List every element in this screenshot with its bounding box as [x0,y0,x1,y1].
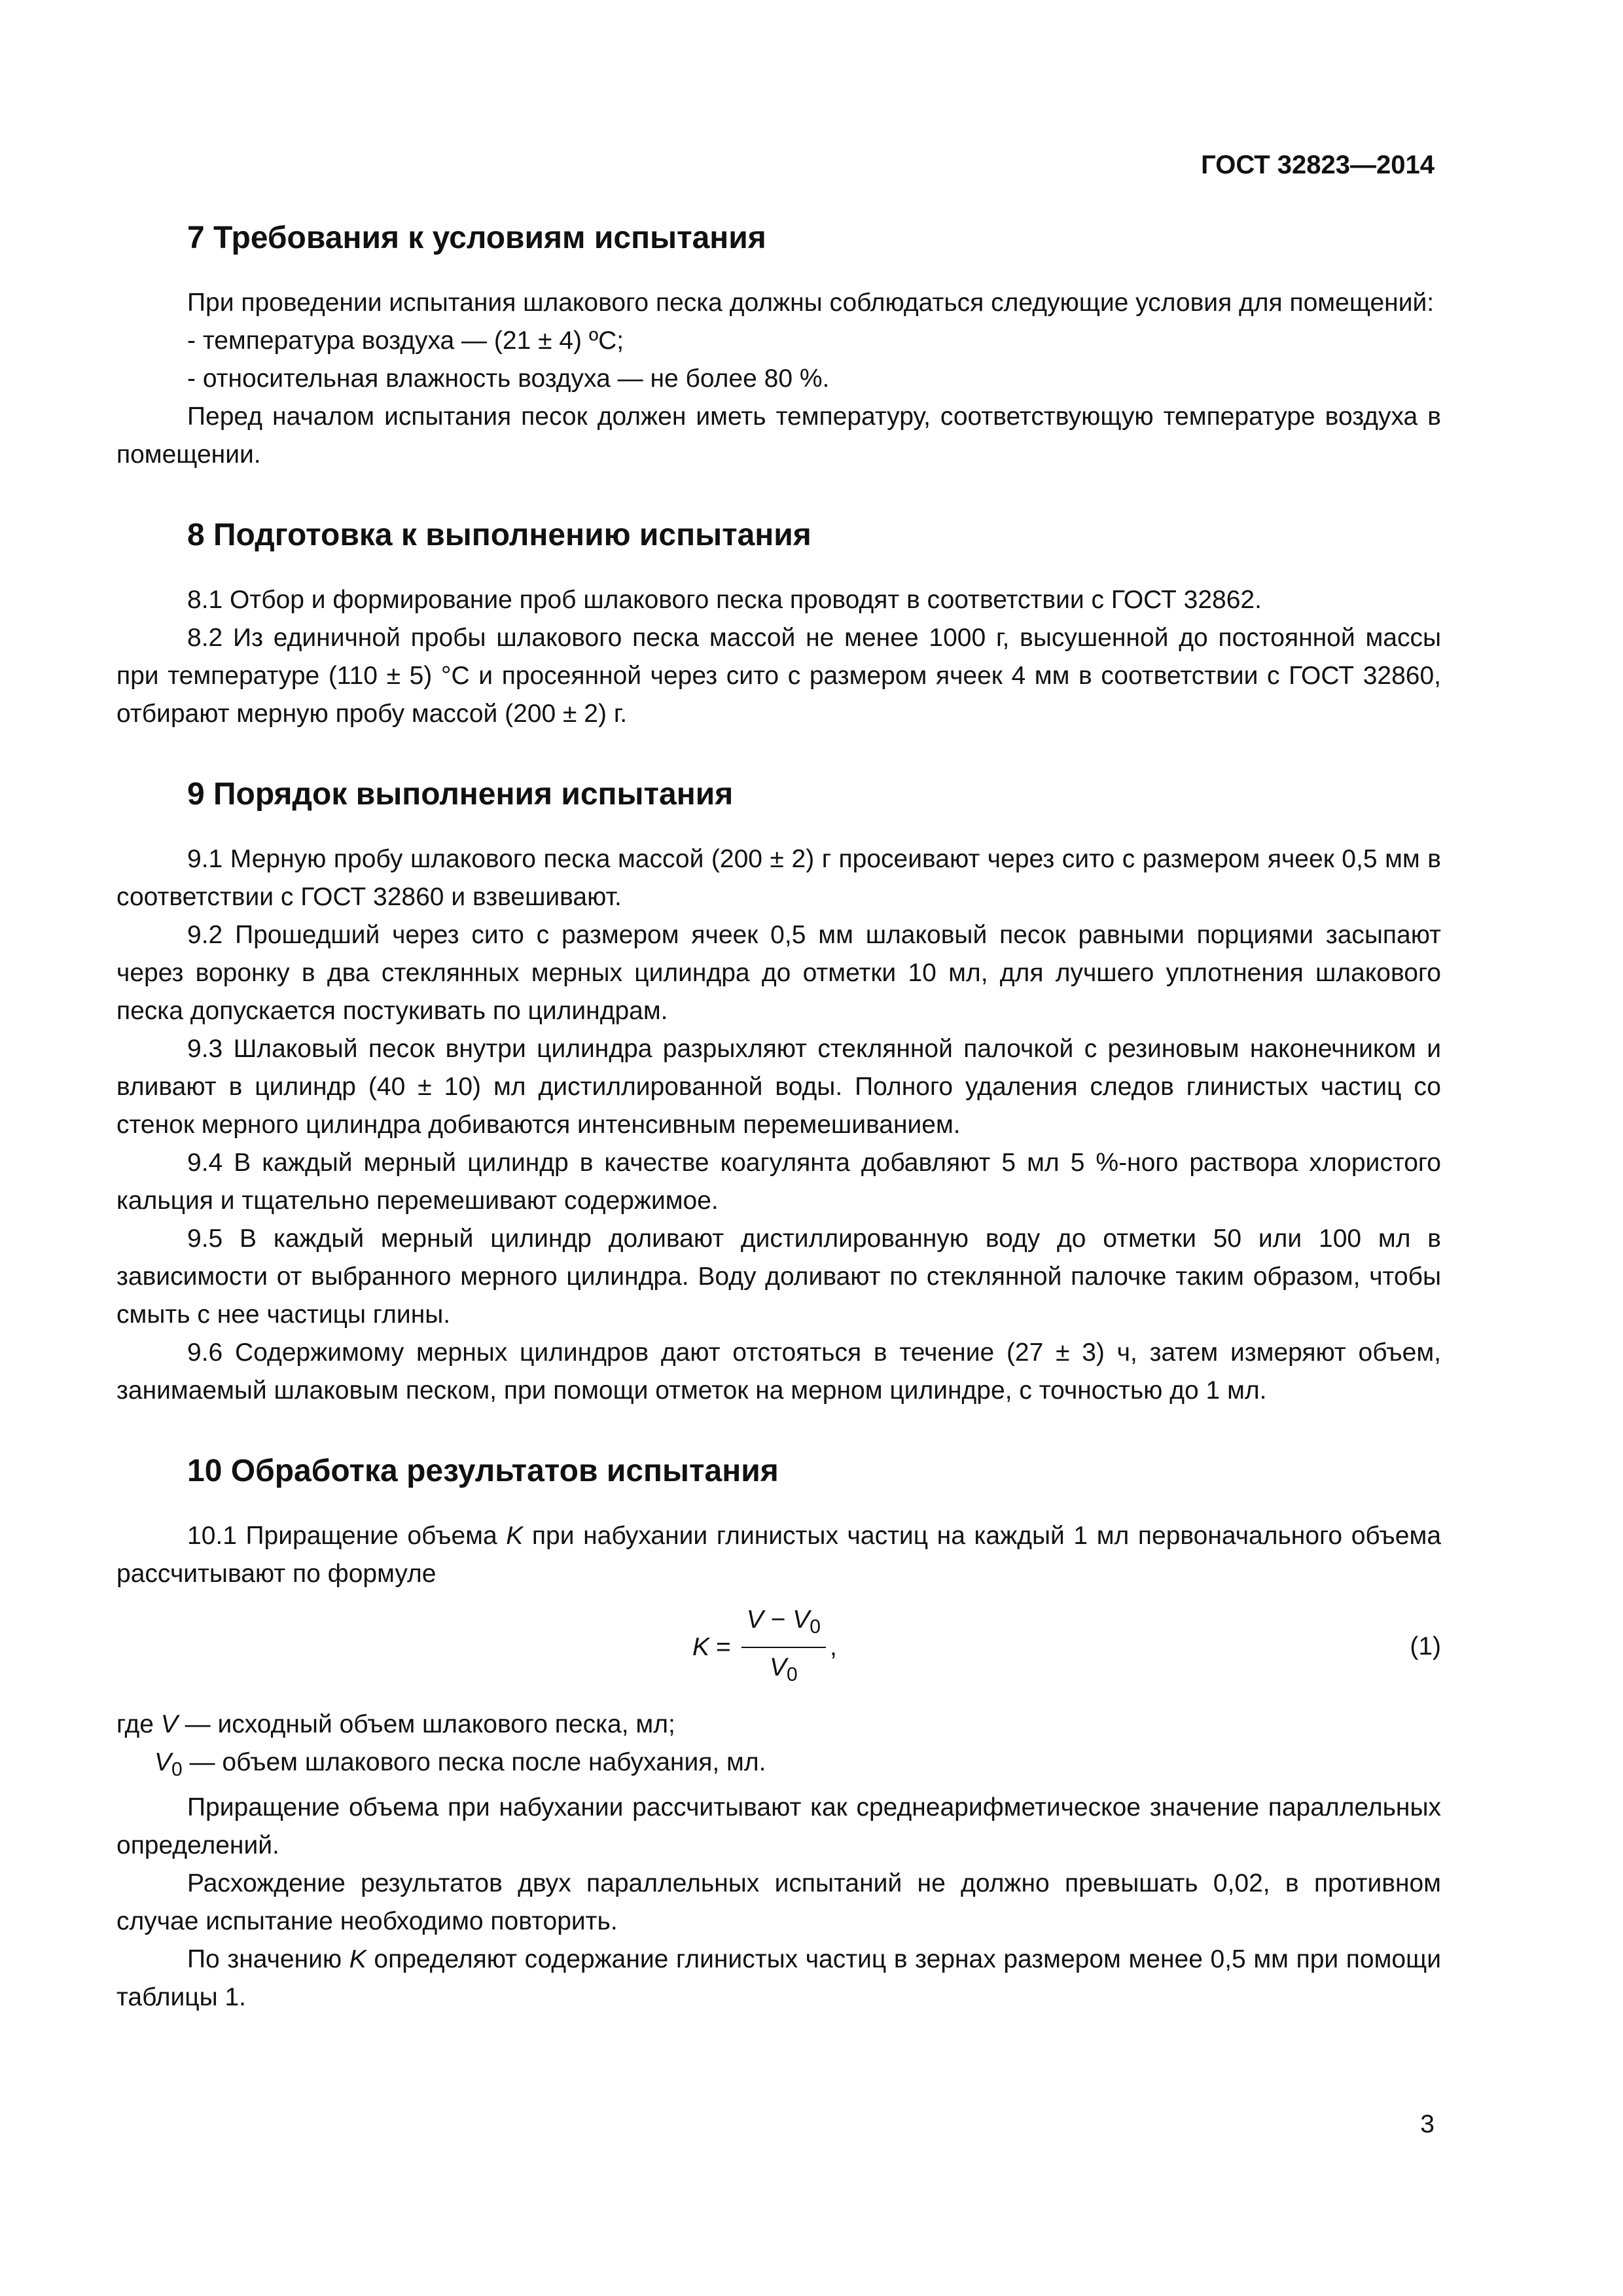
section-10-paragraph-1: 10.1 Приращение объема K при набухании глинистых частиц на каждый 1 мл первоначального объема рассчитывают по формуле [116,1522,1442,1588]
section-10-paragraph-3: Расхождение результатов двух параллельных испытаний не должно превышать 0,02, в противном случае испытание необходимо повторить. [116,1869,1441,1935]
section-9-paragraph-1: 9.1 Мерную пробу шлакового песка массой (200 ± 2) г просеивают через сито с размером ячеек 0,5 мм в соответствии с ГОСТ 32860 и взвешивают. [116,845,1441,911]
section-7-item-humidity: - относительная влажность воздуха — не более 80 %. [187,365,830,393]
section-7-intro: При проведении испытания шлакового песка должны соблюдаться следующие условия для помещений: [187,289,1435,317]
section-9-paragraph-2: 9.2 Прошедший через сито с размером ячеек 0,5 мм шлаковый песок равными порциями засыпают через воронку в два стеклянных мерных цилиндра до отметки 10 мл, для лучшего уплотнения шлакового песка допускается постукивать по цилиндрам. [116,921,1441,1025]
standard-number: ГОСТ 32823—2014 [1201,151,1435,179]
variable-k: K [349,1945,366,1973]
formula-fraction [741,1603,826,1692]
page-number: 3 [1420,2110,1435,2138]
formula-denominator: $V_0$ [770,1653,798,1685]
section-8-heading: 8 Подготовка к выполнению испытания [187,518,812,552]
formula-lhs: K [692,1633,710,1661]
section-7-item-temperature: - температура воздуха — (21 ± 4) ºС; [187,327,624,355]
section-10-paragraph-2: Приращение объема при набухании рассчитывают как среднеарифметическое значение параллельных определений. [116,1793,1441,1859]
section-9-paragraph-6: 9.6 Содержимому мерных цилиндров дают отстояться в течение (27 ± 3) ч, затем измеряют объем, занимаемый шлаковым песком, при помощи отметок на мерном цилиндре, с точностью до 1 мл. [116,1338,1441,1405]
section-9-paragraph-5: 9.5 В каждый мерный цилиндр доливают дистиллированную воду до отметки 50 или 100 мл в зависимости от выбранного мерного цилиндра. Воду доливают по стеклянной палочке таким образом, чтобы смыть с нее частицы глины. [116,1225,1441,1329]
section-9-paragraph-3: 9.3 Шлаковый песок внутри цилиндра разрыхляют стеклянной палочкой с резиновым наконечником и вливают в цилиндр (40 ± 10) мл дистиллированной воды. Полного удаления следов глинистых частиц со стенок мерного цилиндра добиваются интенсивным перемешиванием. [116,1035,1441,1139]
section-10-paragraph-4: По значению K определяют содержание глинистых частиц в зернах размером менее 0,5 мм при помощи таблицы 1. [116,1945,1441,2011]
section-8-paragraph-1: 8.1 Отбор и формирование проб шлакового песка проводят в соответствии с ГОСТ 32862. [187,586,1262,614]
variable-k: K [506,1522,524,1550]
legend-v: где V — исходный объем шлакового песка, мл; [116,1710,675,1738]
formula-expression [692,1605,837,1690]
section-9-paragraph-4: 9.4 В каждый мерный цилиндр в качестве коагулянта добавляют 5 мл 5 %-ного раствора хлористого кальция и тщательно перемешивают содержимое. [116,1149,1441,1215]
section-7-paragraph: Перед началом испытания песок должен иметь температуру, соответствующую температуре воздуха в помещении. [116,403,1441,469]
page-content [116,217,1441,2017]
section-8-paragraph-2: 8.2 Из единичной пробы шлакового песка массой не менее 1000 г, высушенной до постоянной массы при температуре (110 ± 5) °С и просеянной через сито с размером ячеек 4 мм в соответствии с ГОСТ 32860, отбирают мерную пробу массой (200 ± 2) г. [116,624,1441,728]
formula-comma: , [829,1633,837,1661]
formula-legend [116,1706,1441,1789]
formula-1 [116,1600,1441,1698]
formula-number: (1) [1410,1632,1441,1660]
section-10-heading: 10 Обработка результатов испытания [187,1454,779,1488]
formula-numerator: $V - V_0$ [741,1603,826,1648]
formula-equals: = [716,1633,731,1661]
legend-v0: $V_0$ — объем шлакового песка после набухания, мл. [154,1748,766,1780]
section-7-heading: 7 Требования к условиям испытания [187,221,766,255]
section-9-heading: 9 Порядок выполнения испытания [187,777,734,812]
